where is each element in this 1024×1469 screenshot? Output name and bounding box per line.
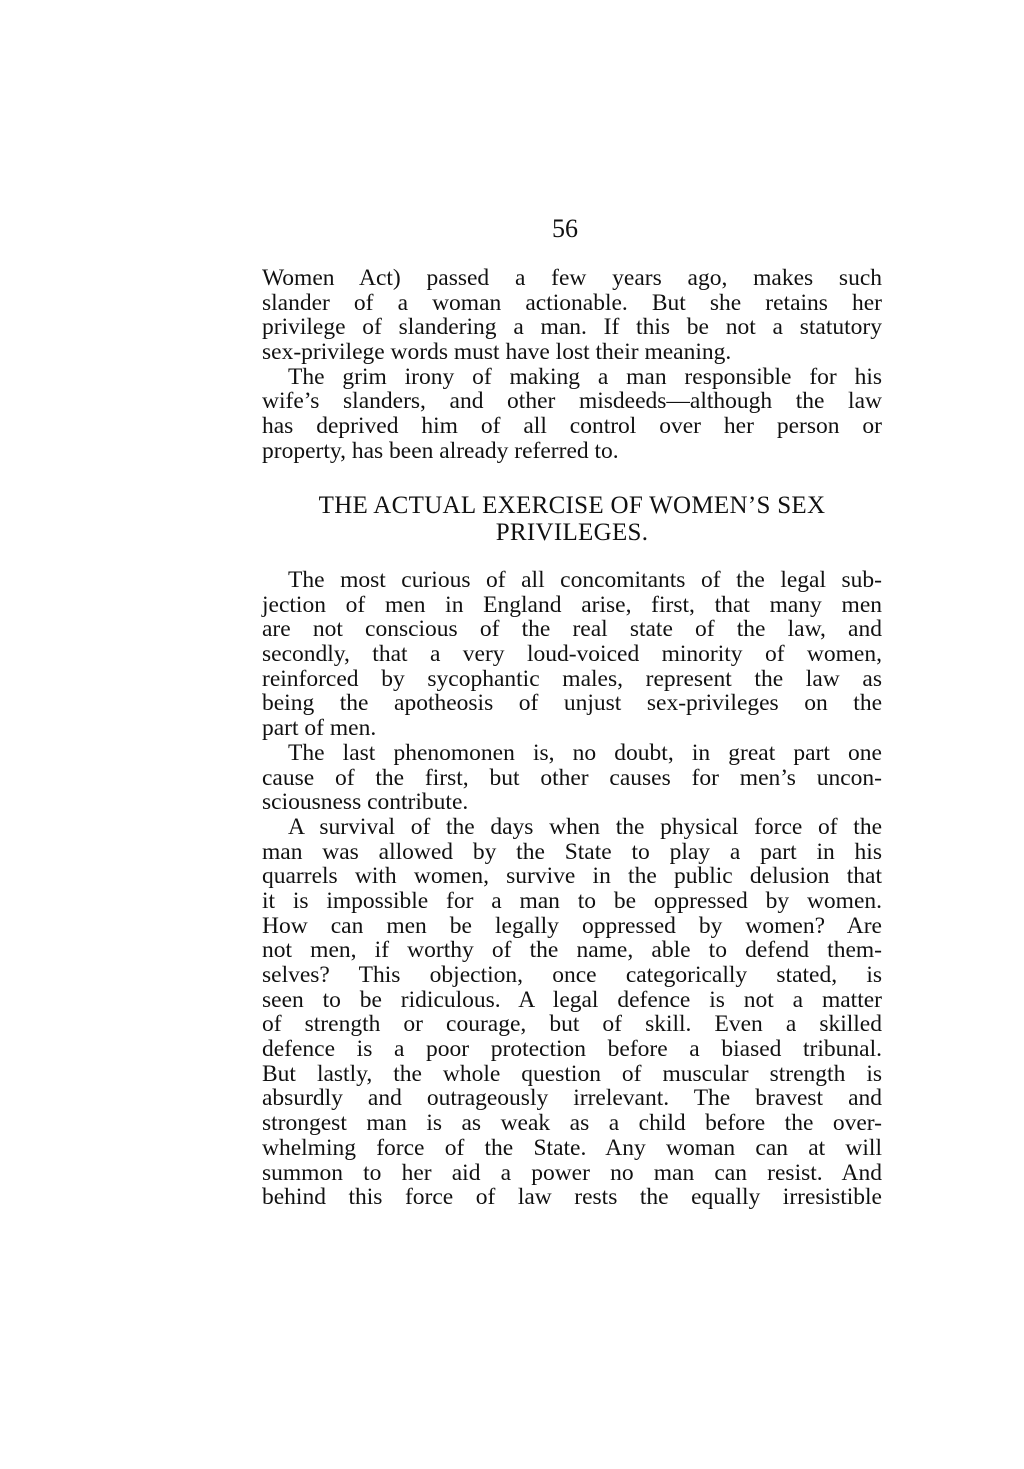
text-line: jection of men in England arise, first, that many men: [262, 591, 882, 618]
text-line: How can men be legally oppressed by women? Are: [262, 912, 882, 939]
text-line: privilege of slandering a man. If this be not a statutory: [262, 314, 882, 341]
heading-line: THE ACTUAL EXERCISE OF WOMEN’S SEX: [318, 492, 826, 519]
text-line: man was allowed by the State to play a part in his: [262, 838, 882, 865]
text-line: The grim irony of making a man responsible for his: [288, 363, 882, 390]
text-line: cause of the first, but other causes for men’s uncon-: [262, 764, 882, 791]
text-line: secondly, that a very loud-voiced minority of women,: [262, 641, 882, 668]
text-line: sciousness contribute.: [262, 789, 469, 816]
paragraph-block-section: [262, 568, 882, 1210]
text-line: are not conscious of the real state of the law, and: [262, 616, 882, 643]
heading-line: PRIVILEGES.: [495, 519, 649, 546]
text-line: behind this force of law rests the equally irresistible: [262, 1184, 882, 1211]
text-line: defence is a poor protection before a biased tribunal.: [262, 1036, 882, 1063]
text-line: it is impossible for a man to be oppressed by women.: [262, 887, 882, 914]
text-line: The last phenomonen is, no doubt, in great part one: [288, 739, 882, 766]
paragraph-block-continued: [262, 266, 882, 464]
page-number: 56: [552, 214, 578, 243]
text-line: wife’s slanders, and other misdeeds—although the law: [262, 388, 882, 415]
text-line: of strength or courage, but of skill. Even a skilled: [262, 1011, 882, 1038]
text-line: selves? This objection, once categorically stated, is: [262, 962, 882, 988]
text-line: quarrels with women, survive in the public delusion that: [262, 863, 882, 890]
text-line: reinforced by sycophantic males, represent the law as: [262, 665, 882, 692]
text-line: strongest man is as weak as a child before the over-: [262, 1110, 882, 1137]
text-line: absurdly and outrageously irrelevant. The bravest and: [262, 1085, 882, 1112]
text-line: has deprived him of all control over her person or: [262, 413, 882, 440]
text-line: being the apotheosis of unjust sex-privileges on the: [262, 690, 882, 717]
section-heading: [262, 492, 882, 546]
text-line: The most curious of all concomitants of the legal sub-: [288, 567, 882, 593]
text-line: whelming force of the State. Any woman can at will: [262, 1134, 882, 1161]
text-line: part of men.: [262, 715, 377, 742]
text-line: sex-privilege words must have lost their meaning.: [262, 339, 732, 366]
text-line: But lastly, the whole question of muscular strength is: [262, 1060, 882, 1087]
text-line: slander of a woman actionable. But she retains her: [262, 289, 882, 316]
text-line: Women Act) passed a few years ago, makes such: [262, 265, 882, 291]
text-line: property, has been already referred to.: [262, 437, 619, 464]
text-line: summon to her aid a power no man can resist. And: [262, 1159, 882, 1186]
text-line: seen to be ridiculous. A legal defence is not a matter: [262, 986, 882, 1013]
text-line: not men, if worthy of the name, able to defend them-: [262, 937, 882, 964]
text-line: A survival of the days when the physical force of the: [288, 813, 882, 840]
